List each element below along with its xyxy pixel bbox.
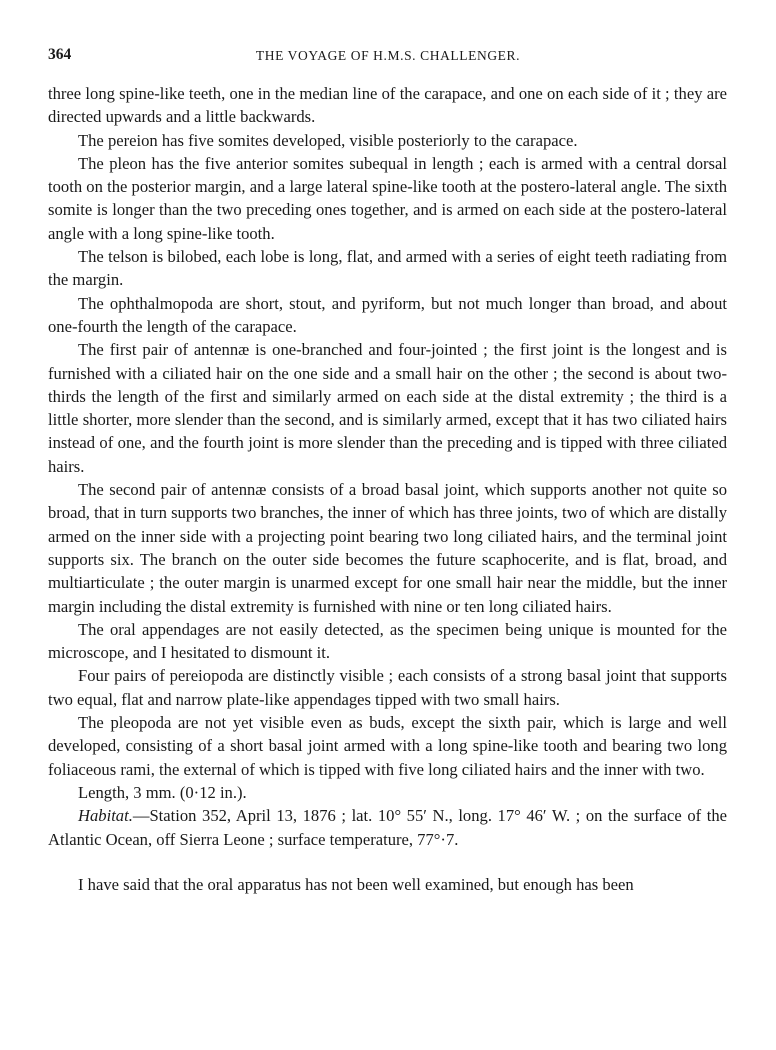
paragraph-pereion: The pereion has five somites developed, visible posteriorly to the carapace. (78, 130, 578, 150)
paragraph-telson: The telson is bilobed, each lobe is long, flat, and armed with a series of eight teeth radiating from the margin. (48, 247, 727, 290)
paragraph-ophthalmopoda: The ophthalmopoda are short, stout, and pyriform, but not much longer than broad, and about one-fourth the length of the carapace. (48, 293, 727, 336)
paragraph-carapace-teeth: three long spine-like teeth, one in the median line of the carapace, and one on each side of it ; they are directed upwards and a little backwards. (48, 84, 727, 127)
habitat-text: —Station 352, April 13, 1876 ; lat. 10° 55′ N., long. 17° 46′ W. ; on the surface of the Atlantic Ocean, off Sierra Leone ; surface temperature, 77°·7. (48, 806, 727, 849)
paragraph-habitat (48, 804, 727, 851)
page-header (48, 46, 728, 68)
habitat-label: Habitat. (78, 806, 133, 826)
paragraph-pereiopoda: Four pairs of pereiopoda are distinctly visible ; each consists of a strong basal joint that supports two equal, flat and narrow plate-like appendages tipped with two small hairs. (48, 666, 727, 709)
paragraph-closing: I have said that the oral apparatus has not been well examined, but enough has been (78, 874, 634, 894)
paragraph-first-antennae: The first pair of antennæ is one-branched and four-jointed ; the first joint is the longest and is furnished with a ciliated hair on the one side and a small hair on the other ; the second is about two-thirds the length of the first and similarly armed on each side at the distal extremity ; the third is a little shorter, more slender than the second, and is similarly armed, except that it has two ciliated hairs instead of one, and the fourth joint is more slender than the preceding and is tipped with three ciliated hairs. (48, 340, 727, 476)
running-title: THE VOYAGE OF H.M.S. CHALLENGER. (255, 48, 521, 63)
paragraph-pleopoda: The pleopoda are not yet visible even as buds, except the sixth pair, which is large and well developed, consisting of a short basal joint armed with a long spine-like tooth and bearing two long foliaceous rami, the external of which is tipped with five long ciliated hairs and the inner with two. (48, 713, 727, 779)
paragraph-pleon: The pleon has the five anterior somites subequal in length ; each is armed with a central dorsal tooth on the posterior margin, and a large lateral spine-like tooth at the postero-lateral angle. The sixth somite is longer than the two preceding ones together, and is armed on each side at the postero-lateral angle with a long spine-like tooth. (48, 153, 727, 243)
page-number: 364 (48, 46, 72, 63)
paragraph-second-antennae: The second pair of antennæ consists of a broad basal joint, which supports another not quite so broad, that in turn supports two branches, the inner of which has three joints, two of which are distally armed on the inner side with a projecting point bearing two long ciliated hairs, and the terminal joint supports six. The branch on the outer side becomes the future scaphocerite, and is flat, broad, and multiarticulate ; the outer margin is unarmed except for one small hair near the middle, but the inner margin including the distal extremity is furnished with nine or ten long ciliated hairs. (48, 480, 727, 616)
body-text (48, 82, 727, 896)
paragraph-length: Length, 3 mm. (0·12 in.). (78, 782, 247, 802)
paragraph-oral-appendages: The oral appendages are not easily detected, as the specimen being unique is mounted for the microscope, and I hesitated to dismount it. (48, 619, 727, 663)
